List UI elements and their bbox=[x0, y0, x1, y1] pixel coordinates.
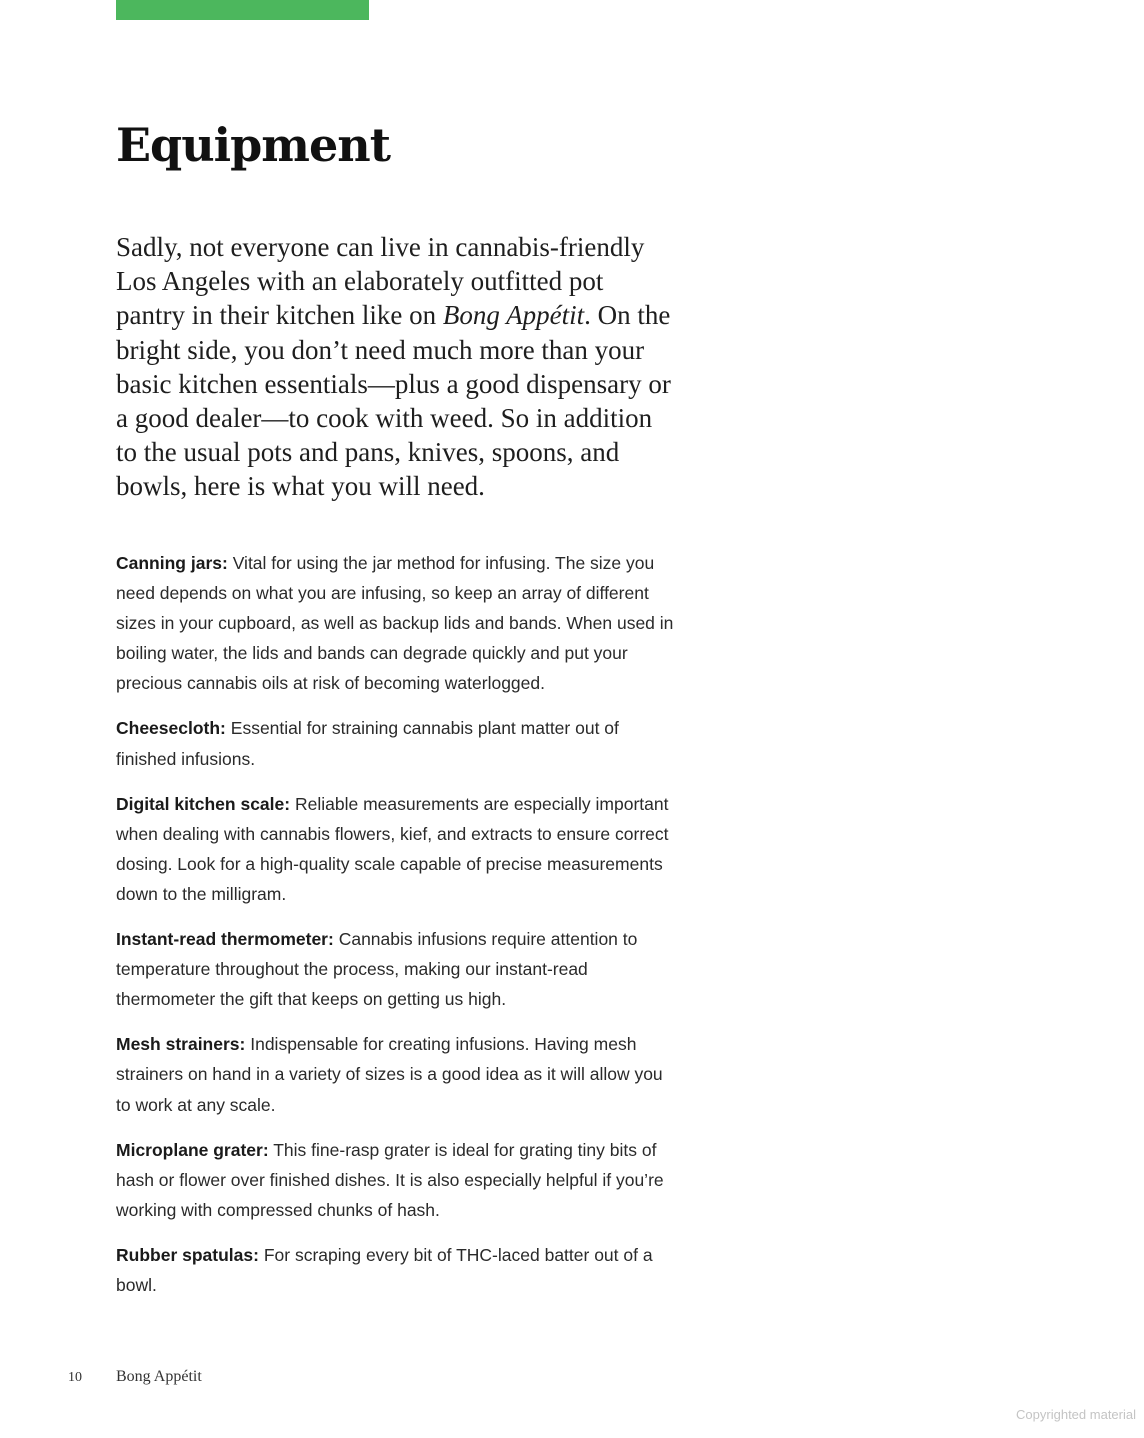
list-item bbox=[116, 1029, 676, 1119]
running-footer-title: Bong Appétit bbox=[116, 1368, 202, 1385]
item-description: This fine-rasp grater is ideal for grating tiny bits of hash or flower over finished dishes. It is also especially helpful if you’re working with compressed chunks of hash. bbox=[116, 1139, 664, 1220]
equipment-list bbox=[116, 548, 676, 1315]
intro-show-title: Bong Appétit bbox=[442, 300, 585, 331]
item-term: Microplane grater: bbox=[116, 1139, 269, 1160]
page-number: 10 bbox=[68, 1370, 82, 1385]
list-item bbox=[116, 713, 676, 773]
intro-text-part1: Sadly, not everyone can live in cannabis-friendly Los Angeles with an elaborately outfitted pot pantry in their kitchen like on bbox=[116, 232, 645, 331]
list-item bbox=[116, 1240, 676, 1300]
item-description: Vital for using the jar method for infusing. The size you need depends on what you are infusing, so keep an array of different sizes in your cupboard, as well as backup lids and bands. When used in boiling water, the lids and bands can degrade quickly and put your precious cannabis oils at risk of becoming waterlogged. bbox=[116, 553, 674, 694]
item-term: Mesh strainers: bbox=[116, 1034, 246, 1055]
item-description: Essential for straining cannabis plant matter out of finished infusions. bbox=[116, 718, 619, 769]
intro-text-part2: . On the bright side, you don’t need much more than your basic kitchen essentials—plus a good dispensary or a good dealer—to cook with weed. So in addition to the usual pots and pans, knives, spoons, and bowls, here is what you will need. bbox=[116, 300, 671, 502]
item-term: Cheesecloth: bbox=[116, 718, 226, 739]
item-term: Digital kitchen scale: bbox=[116, 793, 291, 814]
list-item bbox=[116, 1135, 676, 1225]
item-term: Instant-read thermometer: bbox=[116, 929, 334, 950]
item-term: Rubber spatulas: bbox=[116, 1244, 259, 1265]
list-item bbox=[116, 548, 676, 698]
intro-paragraph bbox=[116, 230, 676, 504]
accent-bar bbox=[116, 0, 369, 20]
list-item bbox=[116, 924, 676, 1014]
page-title: Equipment bbox=[116, 118, 390, 172]
list-item bbox=[116, 789, 676, 909]
item-description: Reliable measurements are especially important when dealing with cannabis flowers, kief, and extracts to ensure correct dosing. Look for a high-quality scale capable of precise measurements down to the milligram. bbox=[116, 793, 669, 904]
item-description: For scraping every bit of THC-laced batter out of a bowl. bbox=[116, 1244, 653, 1295]
item-description: Indispensable for creating infusions. Having mesh strainers on hand in a variety of sizes is a good idea as it will allow you to work at any scale. bbox=[116, 1034, 663, 1115]
item-term: Canning jars: bbox=[116, 553, 228, 573]
copyright-watermark: Copyrighted material bbox=[1016, 1407, 1136, 1422]
item-description: Cannabis infusions require attention to temperature throughout the process, making our instant-read thermometer the gift that keeps on getting us high. bbox=[116, 929, 638, 1010]
